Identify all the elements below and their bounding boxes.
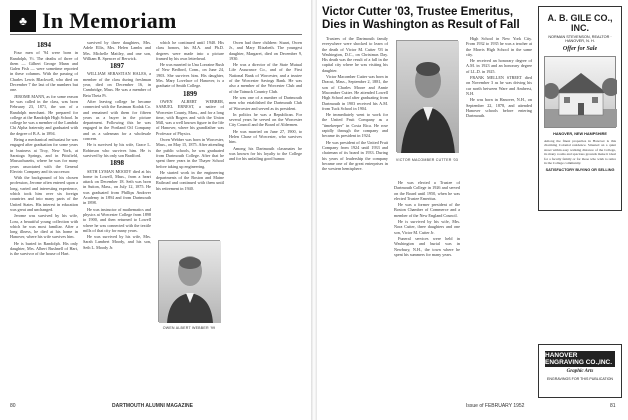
portrait-image <box>397 41 459 153</box>
text-column-3 <box>466 36 532 398</box>
portrait-image <box>159 241 221 323</box>
realtor-advertisement <box>538 6 622 211</box>
ad-company-name: A. B. GILE CO., INC. <box>547 13 613 33</box>
paragraph: which he continued until 1940. His class honors, his M.A. and Ph.D. degrees were made into a picture framed by his own letterhead. <box>156 40 224 61</box>
paragraph: He is buried in Randolph. His only daughter, Mrs. Albert Bushnell of Hart, is the survivor of the house of Hart. <box>10 240 78 257</box>
ad-script: Graphic Arts <box>566 369 594 374</box>
class-year-heading: 1897 <box>110 62 124 71</box>
ad-subtitle: NORMAN STEVENSON, REALTOR · HANOVER, N. H. <box>548 35 612 43</box>
magazine-name <box>112 403 193 409</box>
paragraph: He was married on June 27, 1900, to Helen Chase of Worcester, who survives him. <box>229 128 302 145</box>
class-year-heading: 1899 <box>183 89 197 98</box>
paragraph: With the background of his chosen profession, Jerome often entered upon a long, varied and interesting experience, which took him over six foreign countries and into many parts of the United States. His interest in education was great and unchanged. <box>10 175 78 212</box>
header-rule <box>10 34 302 35</box>
engraving-advertisement <box>538 344 622 398</box>
paragraph: Funeral services were held in Washington and burial was in Newbury, N.H., the town where he spent his summers for many years. <box>394 235 460 257</box>
paragraph: He was married to Una Lorraine Rush of New Bedford, Conn., on June 24, 1903. She survives him. His daughter, Mrs. Mary Lovelace of Hanover, is a graduate of Smith College. <box>156 62 224 89</box>
paragraph: He was one of a number of Dartmouth men who established the Dartmouth Club of Worcester and served as its president. <box>229 94 302 111</box>
left-page <box>0 0 312 420</box>
right-page <box>316 0 628 420</box>
ad-body: Among the finest properties in Hanover is this charming Colonial residence. Situated on a quiet street within easy walking distance of the College, its many rooms and spacious grounds make it ideal for a faculty family or for those who wish to retire in the College community. <box>544 139 616 166</box>
paragraph: He was elected a Trustee of Dartmouth College in 1926 and served on the Board until 1950, when he was elected Trustee Emeritus. <box>394 180 460 201</box>
paragraph: OWEN ALBERT WEBBER, SAMUEL ERNEST, a native of Worcester County, Mass., and for a long time, with Rogers and with the Union Mill, was a well known figure in the life of Hanover, where his grandfather was Professor of Physics. <box>156 98 224 136</box>
ad-offer: Offer for Sale <box>562 46 598 52</box>
article-title: Victor Cutter '03, Trustee Emeritus, Dies in Washington as Result of Fall <box>322 6 520 31</box>
paragraph: After leaving college he became connected with the Eastman Kodak Co. and remained with them for fifteen years as a buyer in the picture department. Following this he was engaged in the Portland Oil Company and as a salesman for a wholesale concern. <box>83 98 151 142</box>
paragraph: Four men of '94 were born in Randolph, Vt. The deaths of three of them — Gilbert George Mann and Galen Fish — were sometime reported in these columns. With the passing of Charles Lewis Blackwell, who died on December 7 the last of the numbers but one. <box>10 50 78 93</box>
paragraph: Owen Webber was born in Worcester, Mass., on May 15, 1875. After attending the public schools, he was graduated from Dartmouth College. After that he spent three years in the Thayer School before taking up engineering. <box>156 137 224 169</box>
text-column-3 <box>156 40 224 235</box>
photo-caption: VICTOR MACOMBER CUTTER '03 <box>395 158 459 162</box>
paragraph: Owen had three children: Stuart, Owen Jr., and Mary Elizabeth. The youngest daughter, Margaret, died on December 9, 1930. <box>229 40 302 61</box>
house-illustration <box>544 56 616 128</box>
ad-logo: HANOVER ENGRAVING CO.,INC. <box>545 351 615 367</box>
paragraph: He is survived by his wife, Mrs. Nora Cutter, three daughters and one son, Victor M. Cutter Jr. <box>394 219 460 235</box>
paragraph: He was a director of the State Mutual Life Assurance Co., and of the First National Bank of Worcester, and a trustee of the Worcester Savings Bank. He was also a member of the Worcester Club and of the Tatnuck Country Club. <box>229 62 302 94</box>
paragraph: SETH LYMAN MOODY died at his home in Lowell, Mass., from a heart attack on December 18. Seth was born in Sutton, Mass., on July 12, 1875. He was graduated from Phillips Andover Academy in 1894 and from Dartmouth in 1898. <box>83 168 151 206</box>
text-column-4 <box>229 40 302 398</box>
paragraph: He was instructor of mathematics and physics at Worcester College from 1898 to 1900, and then returned to Lowell where he was connected with the textile mills of that city for many years. <box>83 206 151 233</box>
paragraph: High School in New York City. From 1932 to 1935 he was a teacher at the Morris High School in the same city. <box>466 36 532 57</box>
masthead <box>10 8 177 34</box>
paragraph: FRANK MELLEN STREET died on November 3 as he was driving his car north between Ware and Amherst, N.H. <box>466 75 532 96</box>
paragraph: Trustees of the Dartmouth family everywhere were shocked to learn of the death of Victor M. Cutter '03 in Washington, D.C., on Christmas Day. His death was the result of a fall in the capital city where he was visiting his daughter. <box>322 36 388 73</box>
text-column-2 <box>83 40 151 398</box>
text-column-2 <box>394 180 460 398</box>
page-title: In Memoriam <box>42 8 177 33</box>
text-column-1 <box>10 40 78 398</box>
page-number: 80 <box>10 403 16 409</box>
ad-footer: SATISFACTORY BUYING OR SELLING <box>545 168 615 173</box>
issue-label: Issue of FEBRUARY 1952 <box>466 403 525 409</box>
paragraph: He was president of the United Fruit Company from 1924 until 1933 and chairman of its board in 1933. During his years of leadership the company became one of the great enterprises in the western hemisphere. <box>322 139 388 172</box>
paragraph: JEROME MANN, as for some reason he was called in the class, was born February 23, 1871, the son of a Randolph merchant. He prepared for college at the Randolph High School. In college he was a member of the Lambda Chi Alpha fraternity and graduated with the degree of B.A. in 1894. <box>10 93 78 136</box>
house-icon <box>545 57 617 127</box>
paragraph: Being a mechanical enthusiast he was engaged after graduation for some years in business at Troy, New York, at Saratoga Springs, and in Pittsfield, Massachusetts, where he was for many years associated with the General Electric Company and its successor. <box>10 137 78 174</box>
paragraph: He was born in Hanover, N.H., on September 22, 1878, and attended Hanover schools before entering Dartmouth. <box>466 97 532 119</box>
college-logo <box>10 10 36 32</box>
paragraph: He is survived by his wife, Grace L. Robinson who survives him. He is survived by his only son Bradford. <box>83 142 151 158</box>
paragraph: WILLIAM SEBASTIAN HALES, a member of the class during freshman year, died on December 16, in Cambridge, Mass. He was a member of Beta Theta Pi. <box>83 71 151 98</box>
page-number: 81 <box>610 403 616 409</box>
class-year-heading: 1898 <box>110 159 124 168</box>
text-column-1 <box>322 36 388 398</box>
paragraph: survived by three daughters, Mrs. Adele Ellis, Mrs. Helen Lambs and Mrs. Michelle Mattley, and one son, William B. Spencer of Berwick. <box>83 40 151 61</box>
paragraph: He was a former president of the Boston Chamber of Commerce and a member of the New England Council. <box>394 202 460 218</box>
paragraph: Victor Macomber Cutter was born in Dracut, Mass., September 2, 1881, the son of Charles Moore and Annie Macomber Cutter. He attended Lowell High School and after graduating from Dartmouth in 1903 received his A.M. from Tuck School in 1904. <box>322 74 388 111</box>
photo-caption: OWEN ALBERT WEBBER '99 <box>162 326 216 330</box>
paragraph: He immediately went to work for the United Fruit Company as a "timekeeper" in Costa Rica. He rose rapidly through the company and became its president in 1924. <box>322 112 388 139</box>
ad-illustration-caption: HANOVER, NEW HAMPSHIRE <box>553 132 607 136</box>
paragraph: Among his Dartmouth classmates he was known for his loyalty to the College and for his unfailing good humor. <box>229 145 302 162</box>
pine-icon: ♣ <box>19 13 27 28</box>
portrait-photo <box>396 40 458 152</box>
magazine-name-text: DARTMOUTH ALUMNI MAGAZINE <box>112 403 193 409</box>
paragraph: In politics he was a Republican. For several years he served on the Worcester City Council and the Board of Aldermen. <box>229 111 302 128</box>
paragraph: He was survived by his wife, Mrs. Sarah Lambert Moody, and his son, Seth L. Moody Jr. <box>83 234 151 250</box>
ad-tagline: ENGRAVINGS FOR THIS PUBLICATION <box>546 377 614 381</box>
portrait-photo <box>158 240 220 322</box>
paragraph: He started work in the engineering departments of the Boston and Maine Railroad and continued with them until his retirement in 1940. <box>156 169 224 191</box>
class-year-heading: 1894 <box>37 41 51 49</box>
paragraph: Jerome was survived by his wife, Lora, a beautiful young collection with which he was most familiar. After a long illness, he died at his home in Hanover, where his wife survives him. <box>10 213 78 240</box>
paragraph: He received an honorary degree of A.M. in 1923 and an honorary degree of LL.D. in 1925. <box>466 58 532 74</box>
